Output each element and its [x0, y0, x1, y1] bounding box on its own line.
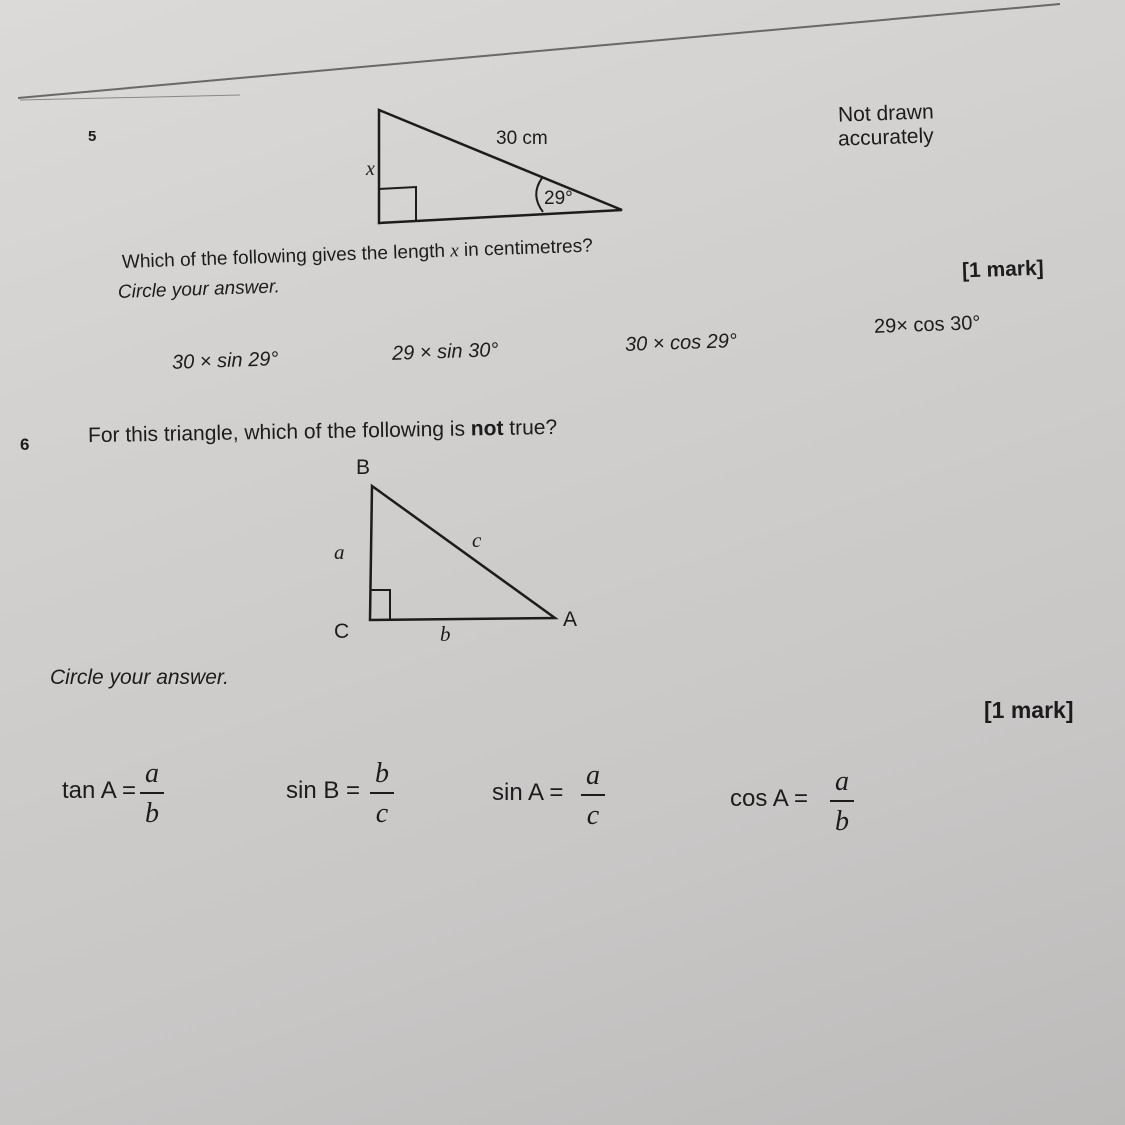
q6-vertex-b: B: [356, 456, 371, 479]
question-6-number: 6: [20, 435, 30, 454]
q6-side-b-label: b: [440, 622, 451, 646]
q6-option-3-denominator: c: [586, 800, 600, 831]
q5-question-suffix: in centimetres?: [458, 235, 594, 262]
q6-option-4-denominator: b: [835, 806, 849, 837]
q6-option-2-denominator: c: [375, 798, 389, 829]
q6-triangle-diagram: [350, 470, 570, 630]
q6-option-3-lhs: sin A =: [492, 779, 564, 806]
q6-instruction: Circle your answer.: [50, 666, 229, 689]
q6-vertex-c: C: [334, 620, 350, 643]
q5-question-text: [122, 236, 594, 274]
q6-vertex-a: A: [563, 608, 578, 631]
q6-option-1-numerator: a: [145, 758, 159, 789]
q6-side-c-label: c: [472, 528, 482, 552]
q6-option-1-denominator: b: [145, 798, 159, 829]
q6-right-angle-marker: [370, 590, 390, 619]
q5-option-3[interactable]: 30 × cos 29°: [624, 330, 738, 356]
q5-triangle-diagram: [360, 100, 640, 230]
q6-option-2-fraction: [370, 760, 394, 828]
q6-option-4-numerator: a: [835, 766, 849, 797]
q6-option-2-lhs: sin B =: [286, 777, 361, 804]
q5-question-prefix: Which of the following gives the length: [121, 240, 451, 273]
q6-question-text: [88, 416, 558, 448]
q6-question-suffix: true?: [503, 415, 558, 440]
q6-question-prefix: For this triangle, which of the following is: [87, 417, 472, 448]
q6-option-4-lhs: cos A =: [730, 785, 809, 812]
q5-angle-arc: [536, 178, 543, 212]
q6-question-bold: not: [470, 416, 504, 441]
q5-hypotenuse-label: 30 cm: [496, 128, 548, 149]
q5-option-2[interactable]: 29 × sin 30°: [391, 339, 499, 365]
q6-option-2-numerator: b: [375, 758, 389, 789]
q6-option-3-numerator: a: [586, 760, 600, 791]
q6-option-1-lhs: tan A =: [62, 777, 137, 804]
q5-angle-label: 29°: [544, 188, 573, 209]
q6-marks: [1 mark]: [984, 697, 1074, 723]
q5-option-1[interactable]: 30 × sin 29°: [171, 348, 279, 374]
q5-question-var: x: [449, 240, 460, 262]
q5-marks: [1 mark]: [961, 256, 1045, 283]
q6-side-a-label: a: [334, 540, 345, 564]
q6-option-1-fraction: [140, 760, 164, 828]
q5-instruction: Circle your answer.: [117, 276, 281, 303]
question-5-number: 5: [88, 128, 97, 145]
q6-triangle: [370, 486, 555, 620]
q5-option-4[interactable]: 29× cos 30°: [873, 312, 981, 338]
q6-option-4-fraction: [830, 768, 854, 836]
q5-side-x-label: x: [366, 158, 375, 180]
q6-option-3-fraction: [581, 762, 605, 830]
q5-note-line1: Not drawn: [837, 100, 935, 127]
q5-right-angle-marker: [379, 187, 416, 222]
q5-note-line2: accurately: [837, 124, 935, 151]
